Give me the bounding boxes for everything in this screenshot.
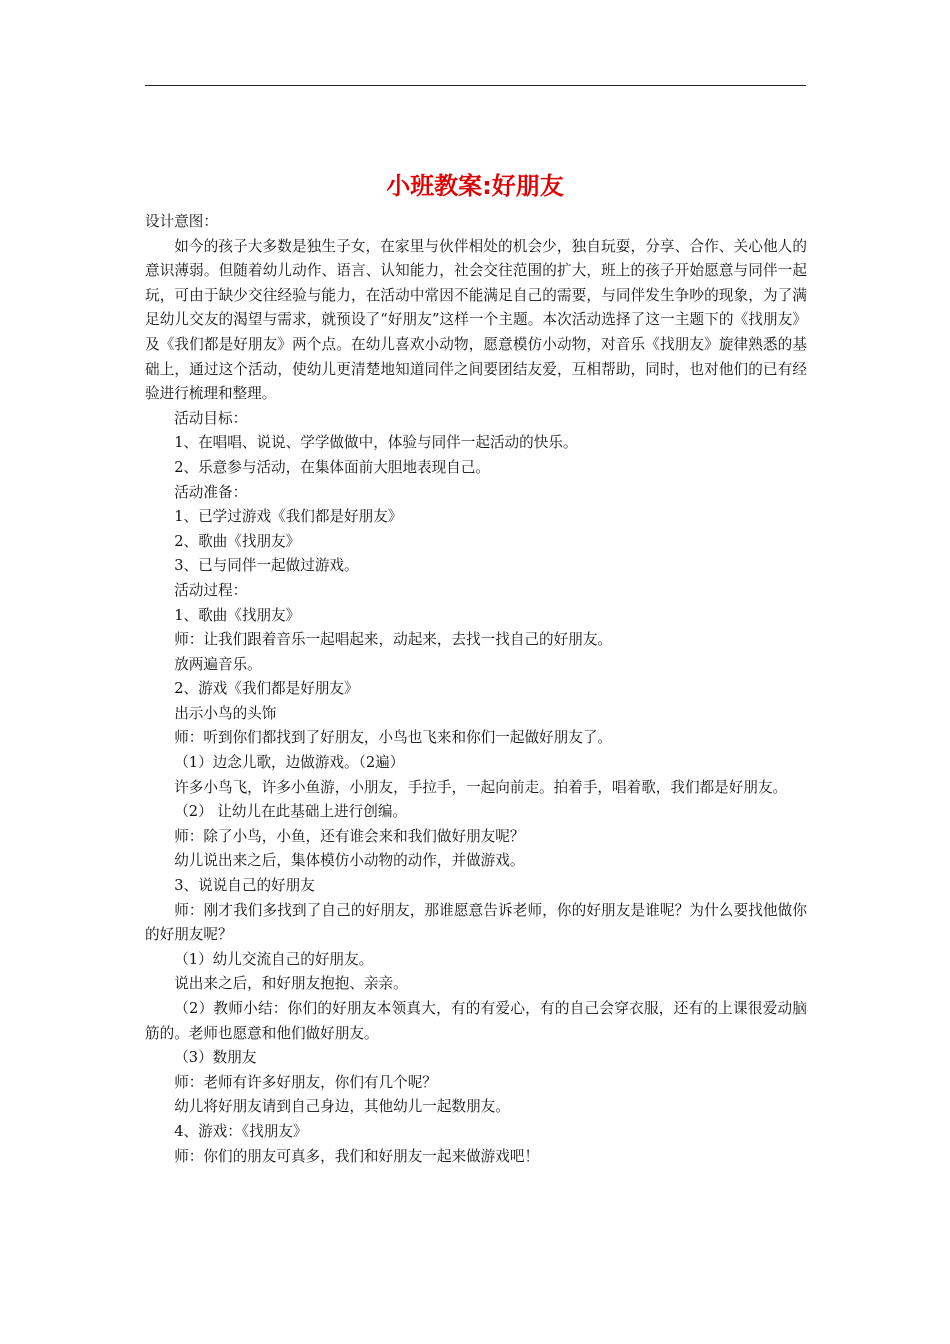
paragraph: 幼儿说出来之后，集体模仿小动物的动作，并做游戏。 — [174, 852, 525, 870]
paragraph: 许多小鸟飞，许多小鱼游，小朋友，手拉手，一起向前走。拍着手，唱着歌，我们都是好朋友。 — [174, 778, 788, 796]
paragraph: 3、已与同伴一起做过游戏。 — [174, 557, 359, 575]
paragraph: 设计意图： — [145, 213, 218, 230]
paragraph: （1）幼儿交流自己的好朋友。 — [174, 950, 374, 968]
paragraph: 师：老师有许多好朋友，你们有几个呢？ — [174, 1073, 437, 1091]
paragraph: 活动准备： — [174, 483, 248, 501]
paragraph: 师：让我们跟着音乐一起唱起来，动起来，去找一找自己的好朋友。 — [174, 631, 613, 649]
paragraph: 2、歌曲《找朋友》 — [174, 532, 301, 550]
paragraph: 师：你们的朋友可真多，我们和好朋友一起来做游戏吧！ — [174, 1147, 540, 1165]
paragraph: （2）教师小结：你们的好朋友本领真大，有的有爱心，有的自己会穿衣服，还有的上课很爱动脑筋的。老师也愿意和他们做好朋友。 — [145, 1000, 807, 1042]
paragraph: 4、游戏：《找朋友》 — [174, 1122, 308, 1140]
paragraph: 1、已学过游戏《我们都是好朋友》 — [174, 508, 403, 526]
paragraph: 活动目标： — [174, 409, 248, 427]
document-title: 小班教案:好朋友 — [386, 172, 564, 200]
paragraph: 师：听到你们都找到了好朋友，小鸟也飞来和你们一起做好朋友了。 — [174, 729, 613, 747]
paragraph: 2、游戏《我们都是好朋友》 — [174, 680, 359, 698]
paragraph: 师：刚才我们多找到了自己的好朋友，那谁愿意告诉老师，你的好朋友是谁呢？为什么要找他做你的好朋友呢？ — [145, 901, 807, 944]
paragraph: 说出来之后，和好朋友抱抱、亲亲。 — [174, 975, 408, 993]
header-rule — [145, 85, 806, 86]
paragraph: 幼儿将好朋友请到自己身边，其他幼儿一起数朋友。 — [174, 1098, 510, 1116]
paragraph: （3）数朋友 — [174, 1049, 257, 1067]
paragraph: （1）边念儿歌，边做游戏。（2遍） — [174, 754, 405, 772]
paragraph: 活动过程： — [174, 581, 248, 599]
paragraph: 2、乐意参与活动，在集体面前大胆地表现自己。 — [174, 458, 490, 476]
paragraph: 如今的孩子大多数是独生子女，在家里与伙伴相处的机会少，独自玩耍，分享、合作、关心他人的意识薄弱。但随着幼儿动作、语言、认知能力，社会交往范围的扩大，班上的孩子开始愿意与同伴一起玩，可由于缺少交往经验与能力，在活动中常因不能满足自己的需要，与同伴发生争吵的现象，为了满足幼儿交友的渴望与需求，就预设了“好朋友”这样一个主题。本次活动选择了这一主题下的《找朋友》及《我们都是好朋友》两个点。在幼儿喜欢小动物，愿意模仿小动物，对音乐《找朋友》旋律熟悉的基础上，通过这个活动，使幼儿更清楚地知道同伴之间要团结友爱，互相帮助，同时，也对他们的已有经验进行梳理和整理。 — [145, 237, 807, 403]
paragraph: 1、在唱唱、说说、学学做做中，体验与同伴一起活动的快乐。 — [174, 434, 578, 452]
paragraph: 放两遍音乐。 — [174, 655, 262, 673]
document-body — [145, 210, 807, 1169]
paragraph: 师：除了小鸟，小鱼，还有谁会来和我们做好朋友呢？ — [174, 827, 525, 845]
paragraph: 出示小鸟的头饰 — [174, 704, 277, 722]
paragraph: 1、歌曲《找朋友》 — [174, 606, 301, 624]
paragraph: （2） 让幼儿在此基础上进行创编。 — [174, 803, 408, 821]
paragraph: 3、说说自己的好朋友 — [174, 877, 315, 895]
